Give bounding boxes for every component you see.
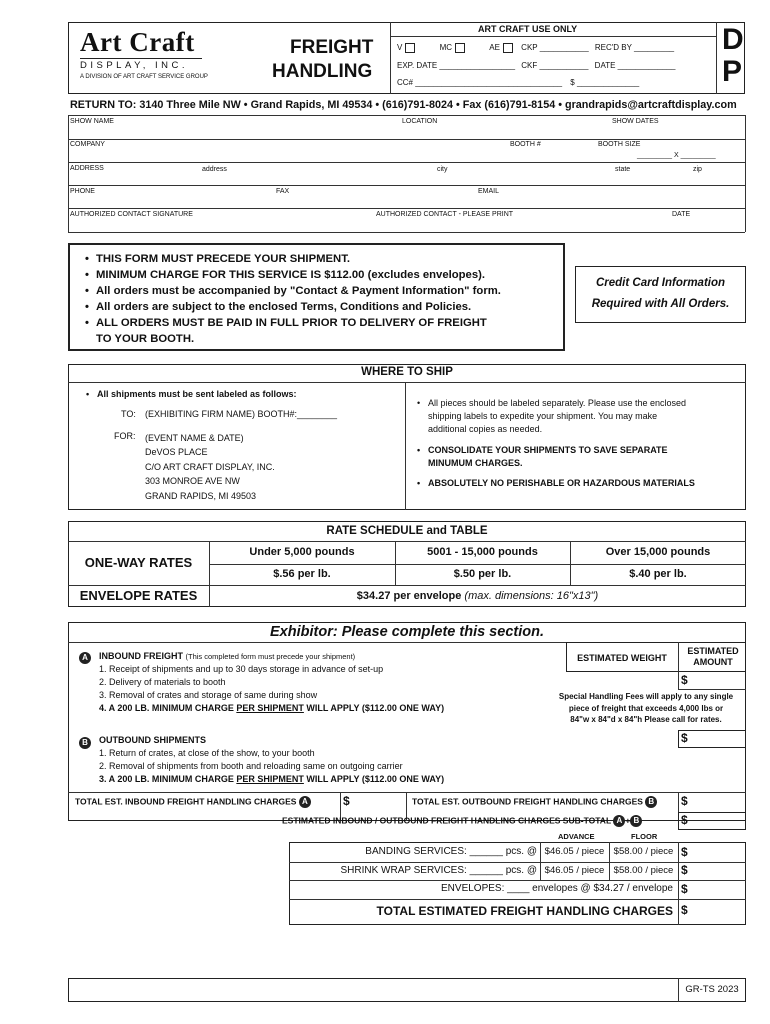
total-outbound-input[interactable]: $ [681,794,688,808]
tier-2: 5001 - 15,000 pounds [427,546,538,558]
inbound-list: 1. Receipt of shipments and up to 30 days storage in advance of set-up 2. Delivery of materials to booth 3. Removal of crates and storage of same during show 4. A 200 LB. MINIMUM CHARGE PER SHIPMENT WILL APPLY ($112.00 ONE WAY) [99,664,445,713]
form-code: GR-TS 2023 [685,984,739,995]
dp-mark: DP [722,23,744,88]
city-sub-label: city [437,166,448,173]
exhibitor-title: Exhibitor: Please complete this section. [270,624,544,640]
v-checkbox[interactable] [405,43,415,53]
outbound-amount-input[interactable]: $ [681,731,688,745]
address-sub-label: address [202,166,227,173]
date-field[interactable]: DATE [672,211,691,218]
office-use-row1: V MC AE CKP ___________ REC'D BY _________ [397,43,675,53]
ship-for-address: (EVENT NAME & DATE) DeVOS PLACE C/O ART CRAFT DISPLAY, INC. 303 MONROE AVE NW GRAND RAPIDS, MI 49503 [145,433,275,501]
envelope-label: ENVELOPE RATES [79,588,198,603]
ship-to-value: (EXHIBITING FIRM NAME) BOOTH#:________ [145,409,338,419]
grand-total-input[interactable]: $ [681,903,688,917]
booth-size-x: _________ X _________ [637,152,716,159]
form-title-line2: HANDLING [272,61,373,82]
price-2: $.50 per lb. [453,568,512,580]
ship-to-label: TO: [121,409,136,419]
envelope-price: $34.27 per envelope (max. dimensions: 16"x13") [356,590,599,602]
office-use-row2: EXP. DATE _________________ CKF ___________ DATE _____________ [397,61,676,70]
total-inbound-label: TOTAL EST. INBOUND FREIGHT HANDLING CHARGES A [75,796,311,808]
ship-note-labels: • All pieces should be labeled separately. Please use the enclosed shipping labels to expedite your shipment. You may make additional copies as needed. [428,397,686,436]
subtotal-box [678,812,746,830]
where-to-ship-title: WHERE TO SHIP [361,366,453,378]
shrink-floor-price: $58.00 / piece [613,865,674,876]
print-name-field[interactable]: AUTHORIZED CONTACT - PLEASE PRINT [376,211,514,218]
banding-amount-input[interactable]: $ [681,845,688,859]
inbound-a-badge: A [79,649,91,667]
envelopes-label: ENVELOPES: ____ envelopes @ $34.27 / envelope [441,883,673,894]
outbound-list: 1. Return of crates, at close of the show, to your booth 2. Removal of shipments from booth and reloading same on outgoing carrier 3. A 200 LB. MINIMUM CHARGE PER SHIPMENT WILL APPLY ($112.00 ONE WAY) [99,748,445,784]
signature-field[interactable]: AUTHORIZED CONTACT SIGNATURE [70,211,193,218]
notice-list: • THIS FORM MUST PRECEDE YOUR SHIPMENT. • MINIMUM CHARGE FOR THIS SERVICE IS $112.00 (excludes envelopes). • All orders must be accompanied by "Contact & Payment Information" form. • All orders are subject to the enclosed Terms, Conditions and Policies. • ALL ORDERS MUST BE PAID IN FULL PRIOR TO DELIVERY OF FREIGHT TO YOUR BOOTH. [96,251,501,347]
price-3: $.40 per lb. [629,568,687,580]
form-title-line1: FREIGHT [290,37,374,58]
credit-card-line1: Credit Card Information [595,277,726,289]
logo-division: A DIVISION OF ART CRAFT SERVICE GROUP [80,74,208,80]
tier-1: Under 5,000 pounds [249,546,355,558]
ship-for-label: FOR: [114,431,136,441]
fax-field[interactable]: FAX [276,188,290,195]
logo-text: Art Craft [80,27,195,57]
logo-subtitle: DISPLAY, INC. [80,60,188,71]
footer-box [68,978,746,1002]
special-handling-note: Special Handling Fees will apply to any single piece of freight that exceeds 4,000 lbs or 84"w x 84"d x 84"h Please call for rates. [558,692,734,724]
location-field[interactable]: LOCATION [402,118,438,125]
rate-title: RATE SCHEDULE and TABLE [326,525,488,537]
tier-3: Over 15,000 pounds [605,546,711,558]
ship-note-consolidate: • CONSOLIDATE YOUR SHIPMENTS TO SAVE SEPARATE MINUMUM CHARGES. [428,444,668,470]
total-outbound-label: TOTAL EST. OUTBOUND FREIGHT HANDLING CHARGES B [412,796,657,808]
total-inbound-input[interactable]: $ [343,794,350,808]
grand-total-label: TOTAL ESTIMATED FREIGHT HANDLING CHARGES [376,904,673,918]
company-field[interactable]: COMPANY [70,141,105,148]
banding-advance-price: $46.05 / piece [544,846,605,857]
show-name-field[interactable]: SHOW NAME [70,118,114,125]
subtotal-input[interactable]: $ [681,813,688,827]
inbound-heading: INBOUND FREIGHT (This completed form must precede your shipment) [99,651,356,661]
advance-header: ADVANCE [558,832,595,841]
outbound-amount-box [678,730,746,748]
ship-note-hazardous: • ABSOLUTELY NO PERISHABLE OR HAZARDOUS MATERIALS [428,478,695,488]
estimated-amount-label: ESTIMATED AMOUNT [687,646,739,667]
phone-field[interactable]: PHONE [70,188,95,195]
state-sub-label: state [615,166,631,173]
credit-card-box [575,266,746,323]
ae-checkbox[interactable] [503,43,513,53]
mc-checkbox[interactable] [455,43,465,53]
inbound-amount-input[interactable]: $ [681,673,688,687]
outbound-b-badge: B [79,734,91,752]
floor-header: FLOOR [631,832,658,841]
price-1: $.56 per lb. [273,568,331,580]
office-use-header: ART CRAFT USE ONLY [478,24,578,34]
shrink-amount-input[interactable]: $ [681,863,688,877]
one-way-label: ONE-WAY RATES [84,555,193,570]
booth-field[interactable]: BOOTH # [510,141,541,148]
office-use-row3: CC# _________________________________ $ ______________ [397,78,640,87]
banding-floor-price: $58.00 / piece [613,846,674,857]
ship-label-instruction: • All shipments must be sent labeled as follows: [97,389,297,399]
email-field[interactable]: EMAIL [478,188,500,195]
return-address: RETURN TO: 3140 Three Mile NW • Grand Rapids, MI 49534 • (616)791-8024 • Fax (616)791-8154 • grandrapids@artcraftdisplay.com [70,99,737,111]
envelopes-amount-input[interactable]: $ [681,882,688,896]
shrink-advance-price: $46.05 / piece [544,865,605,876]
estimated-weight-label: ESTIMATED WEIGHT [577,653,667,663]
zip-sub-label: zip [693,166,702,173]
subtotal-label: ESTIMATED INBOUND / OUTBOUND FREIGHT HANDLING CHARGES SUB-TOTAL A + B [282,815,642,827]
shrink-wrap-label: SHRINK WRAP SERVICES: ______ pcs. @ [340,865,537,876]
banding-services-label: BANDING SERVICES: ______ pcs. @ [365,846,537,857]
booth-size-field[interactable]: BOOTH SIZE [598,141,641,148]
show-dates-field[interactable]: SHOW DATES [612,118,659,125]
credit-card-line2: Required with All Orders. [591,298,730,310]
outbound-heading: OUTBOUND SHIPMENTS [99,735,207,745]
address-field[interactable]: ADDRESS [70,165,104,172]
